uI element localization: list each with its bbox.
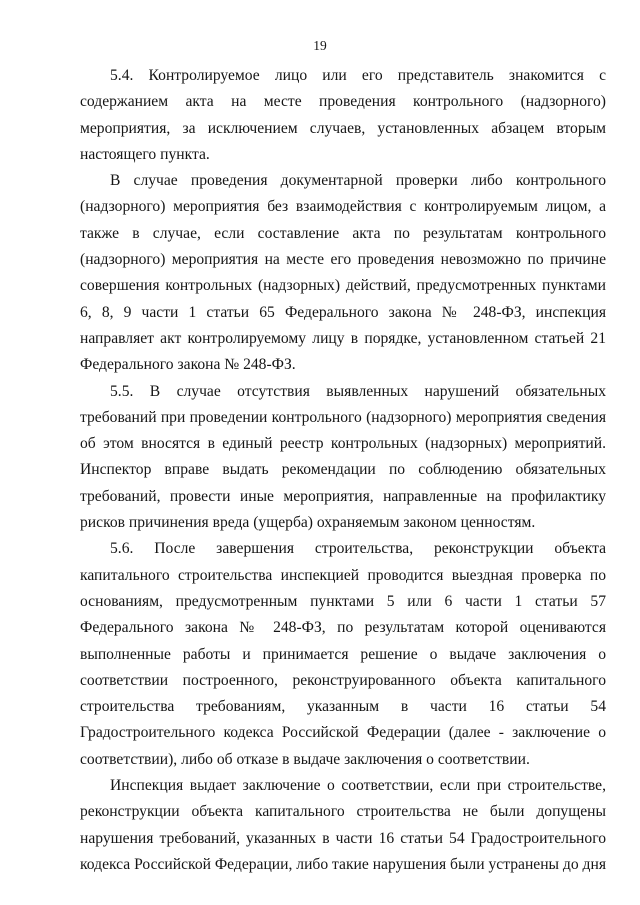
paragraph-5-6: 5.6. После завершения строительства, реконструкции объекта капитального строительства инспекцией проводится выездная проверка по основаниям, предусмотренным пунктами 5 или 6 части 1 статьи 57 Федерального закона № 248-ФЗ, по результатам которой оцениваются выполненные работы и принимается решение о выдаче заключения о соответствии построенного, реконструированного объекта капитального строительства требованиям, указанным в части 16 статьи 54 Градостроительного кодекса Российской Федерации (далее - заключение о соответствии), либо об отказе в выдаче заключения о соответствии. [80, 540, 606, 768]
document-body [80, 63, 606, 878]
paragraph-5-6-second: Инспекция выдает заключение о соответствии, если при строительстве, реконструкции объекта капитального строительства не были допущены нарушения требований, указанных в части 16 статьи 54 Градостроительного кодекса Российской Федерации, либо такие нарушения были устранены до дня [80, 777, 607, 873]
paragraph-5-4: 5.4. Контролируемое лицо или его представитель знакомится с содержанием акта на месте проведения контрольного (надзорного) мероприятия, за исключением случаев, установленных абзацем вторым настоящего пункта. [80, 67, 606, 163]
paragraph-5-4-second: В случае проведения документарной проверки либо контрольного (надзорного) мероприятия без взаимодействия с контролируемым лицом, а также в случае, если составление акта по результатам контрольного (надзорного) мероприятия на месте его проведения невозможно по причине совершения контрольных (надзорных) действий, предусмотренных пунктами 6, 8, 9 части 1 статьи 65 Федерального закона № 248-ФЗ, инспекция направляет акт контролируемому лицу в порядке, установленном статьей 21 Федерального закона № 248-ФЗ. [80, 172, 606, 374]
page-number: 19 [313, 38, 327, 53]
paragraph-5-5: 5.5. В случае отсутствия выявленных нарушений обязательных требований при проведении контрольного (надзорного) мероприятия сведения об этом вносятся в единый реестр контрольных (надзорных) мероприятий. Инспектор вправе выдать рекомендации по соблюдению обязательных требований, провести иные мероприятия, направленные на профилактику рисков причинения вреда (ущерба) охраняемым законом ценностям. [80, 382, 606, 532]
